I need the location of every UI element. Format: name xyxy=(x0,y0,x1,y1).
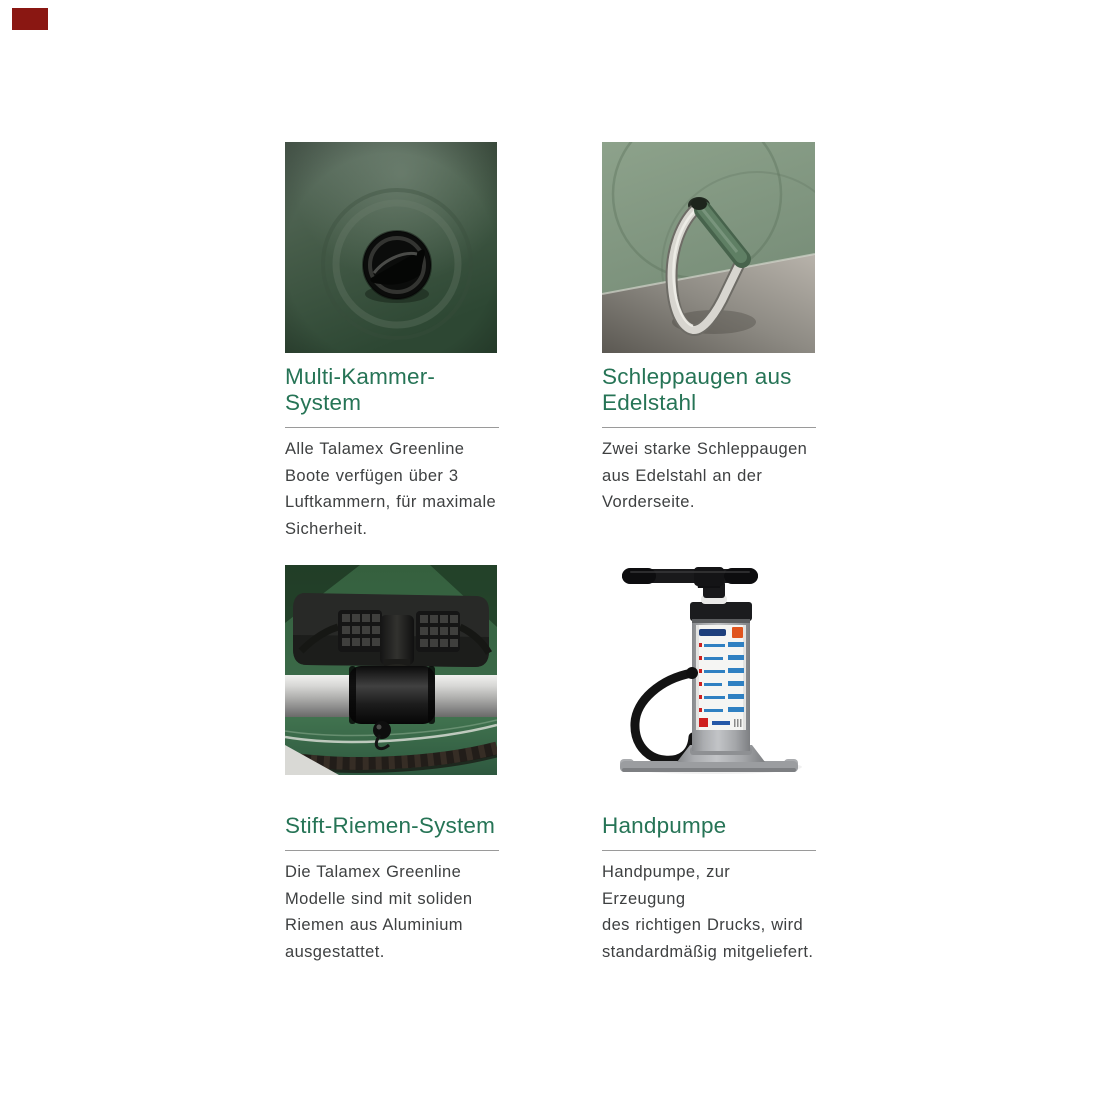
corner-tag xyxy=(12,8,48,30)
body-line: Alle Talamex Greenline xyxy=(285,440,465,458)
feature-body xyxy=(602,859,816,965)
body-line: Zwei starke Schleppaugen xyxy=(602,440,808,458)
feature-schleppaugen xyxy=(602,364,816,516)
body-line: Handpumpe, zur Erzeugung xyxy=(602,863,731,908)
left-grip-pad xyxy=(338,610,382,652)
feature-title-line: Schleppaugen aus xyxy=(602,364,792,389)
towing-eye-illustration xyxy=(602,142,815,353)
hand-pump-photo xyxy=(602,565,815,775)
feature-title-line: Handpumpe xyxy=(602,813,727,838)
feature-title-line: Multi-Kammer-System xyxy=(285,364,436,415)
body-line: des richtigen Drucks, wird xyxy=(602,916,804,934)
body-line: Vorderseite. xyxy=(602,493,695,511)
towing-eye-photo xyxy=(602,142,815,353)
right-grip-pad xyxy=(416,611,460,652)
feature-body xyxy=(602,436,816,516)
feature-title xyxy=(602,787,816,851)
body-line: Riemen aus Aluminium xyxy=(285,916,463,934)
body-line: Luftkammern, für maximale xyxy=(285,493,497,511)
feature-title-line: Stift-Riemen-System xyxy=(285,813,496,838)
pump-label xyxy=(696,625,746,730)
feature-stift-riemen-system xyxy=(285,787,499,965)
pin-strap-photo xyxy=(285,565,497,775)
body-line: Boote verfügen über 3 xyxy=(285,466,459,485)
air-valve-illustration xyxy=(285,142,497,353)
feature-title xyxy=(285,787,499,851)
pin-strap-illustration xyxy=(285,565,497,775)
body-line: ausgestattet. xyxy=(285,942,385,961)
feature-body xyxy=(285,859,499,965)
feature-title-line: Edelstahl xyxy=(602,390,697,415)
body-line: Modelle sind mit soliden xyxy=(285,889,473,908)
feature-body xyxy=(285,436,499,542)
body-line: aus Edelstahl an der xyxy=(602,466,763,485)
feature-multi-kammer-system xyxy=(285,364,499,542)
feature-title xyxy=(285,364,499,428)
body-line: standardmäßig mitgeliefert. xyxy=(602,942,814,961)
air-valve-photo xyxy=(285,142,497,353)
hand-pump-illustration xyxy=(602,565,815,775)
feature-title xyxy=(602,364,816,428)
body-line: Sicherheit. xyxy=(285,519,368,538)
body-line: Die Talamex Greenline xyxy=(285,863,462,881)
feature-handpumpe xyxy=(602,787,816,965)
